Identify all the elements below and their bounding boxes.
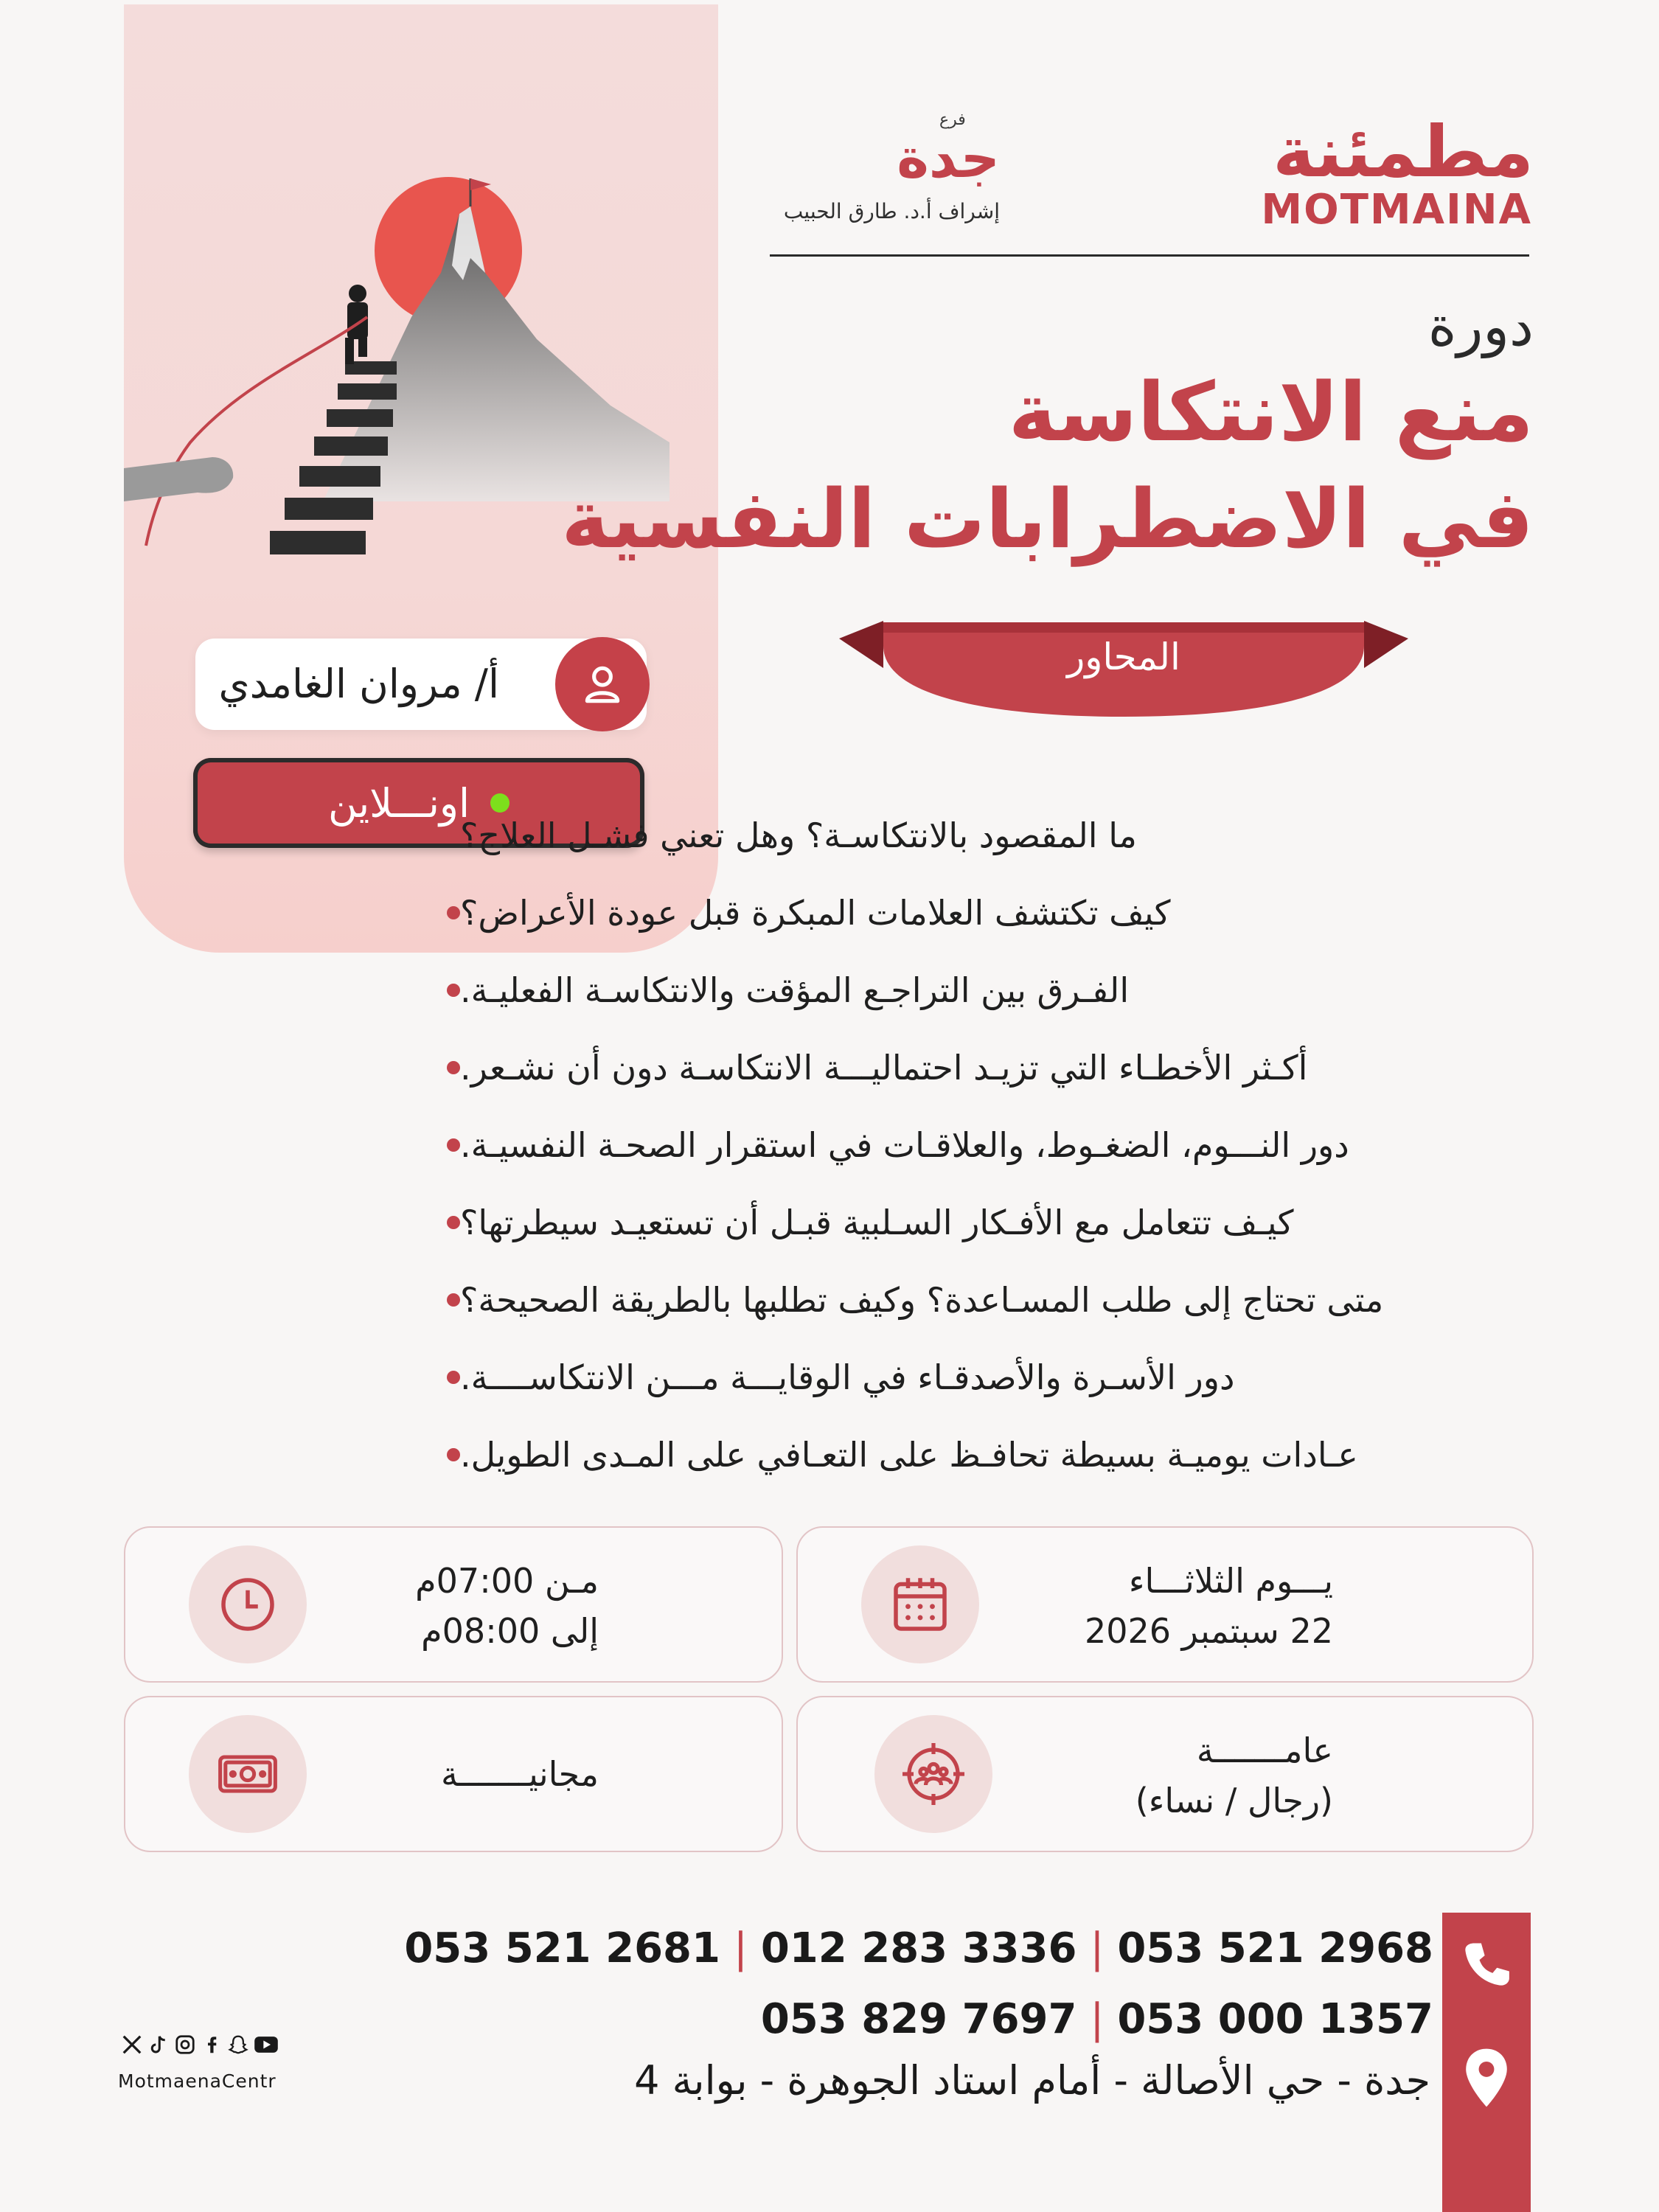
speaker-name: أ/ مروان الغامدي — [218, 661, 499, 707]
axes-heading: المحاور — [1067, 636, 1180, 678]
contact-bar — [1442, 1913, 1531, 2212]
price-label: مجانيـــــــة — [440, 1754, 599, 1794]
list-item: دور الأسـرة والأصدقـاء في الوقايـــة مـــن الانتكاســــة. — [428, 1338, 1534, 1416]
bullet-icon — [447, 984, 460, 997]
user-icon — [555, 637, 650, 731]
location-pin-icon — [1458, 2045, 1514, 2113]
separator: | — [1090, 1995, 1105, 2043]
bullet-icon — [447, 1448, 460, 1461]
bullet-icon — [447, 1138, 460, 1152]
branch-supervisor: إشراف أ.د. طارق الحبيب — [783, 199, 1000, 223]
phone-number[interactable]: 012 283 3336 — [760, 1924, 1077, 1972]
brand-logo-english: MOTMAINA — [1261, 186, 1532, 234]
bullet-icon — [447, 1371, 460, 1384]
money-icon — [189, 1715, 307, 1833]
address: جدة - حي الأصالة - أمام استاد الجوهرة - بوابة 4 — [634, 2057, 1430, 2104]
price-card — [124, 1696, 783, 1852]
header-divider — [770, 254, 1529, 257]
audience-type: عامـــــــة — [1196, 1731, 1333, 1770]
date-card — [796, 1526, 1534, 1683]
audience-target-icon — [874, 1715, 992, 1833]
speaker-box — [195, 639, 647, 730]
time-card — [124, 1526, 783, 1683]
phone-number[interactable]: 053 521 2681 — [404, 1924, 720, 1972]
list-item: متى تحتاج إلى طلب المسـاعدة؟ وكيف تطلبها بالطريقة الصحيحة؟ — [428, 1261, 1534, 1338]
branch-city: جدة — [897, 127, 1000, 190]
brand-logo-arabic: مطمئنة — [1273, 111, 1534, 193]
time-to: إلى 08:00م — [421, 1611, 599, 1651]
phones-row-2 — [761, 1995, 1433, 2043]
bullet-icon — [447, 1293, 460, 1307]
branch-small-label: فرع — [939, 111, 966, 129]
phone-number[interactable]: 053 521 2968 — [1117, 1924, 1433, 1972]
audience-detail: (رجال / نساء) — [1135, 1781, 1333, 1820]
list-item: كيـف تتعامل مع الأفـكار السـلبية قبـل أن تستعيـد سيطرتها؟ — [428, 1183, 1534, 1261]
youtube-icon[interactable] — [254, 2034, 279, 2056]
list-item: أكـثر الأخطـاء التي تزيـد احتماليـــة الانتكاسـة دون أن نشـعر. — [428, 1029, 1534, 1106]
course-title-line2: في الاضطرابات النفسية — [561, 472, 1534, 566]
list-item: ما المقصود بالانتكاسـة؟ وهل تعني فشـل العلاج؟ — [428, 796, 1534, 874]
x-icon[interactable] — [121, 2034, 143, 2056]
audience-card — [796, 1696, 1534, 1852]
event-day: يـــوم الثلاثـــاء — [1128, 1561, 1333, 1601]
phone-number[interactable]: 053 829 7697 — [760, 1995, 1077, 2043]
list-item: دور النـــوم، الضغـوط، والعلاقـات في استقرار الصحـة النفسيـة. — [428, 1106, 1534, 1183]
list-item: الفـرق بين التراجـع المؤقت والانتكاسـة الفعليـة. — [428, 951, 1534, 1029]
list-item: عـادات يوميـة بسيطة تحافـظ على التعـافي على المـدى الطويل. — [428, 1416, 1534, 1493]
time-from: مـن 07:00م — [415, 1561, 599, 1601]
topics-list — [428, 796, 1534, 1493]
instagram-icon[interactable] — [174, 2034, 196, 2056]
separator: | — [733, 1924, 748, 1972]
clock-icon — [189, 1545, 307, 1663]
social-icons — [121, 2034, 279, 2056]
event-date: 22 سبتمبر 2026 — [1084, 1611, 1333, 1651]
tiktok-icon[interactable] — [147, 2034, 170, 2056]
bullet-icon — [447, 829, 460, 842]
mode-label: اونـــلاين — [328, 779, 470, 827]
calendar-icon — [861, 1545, 979, 1663]
bullet-icon — [447, 1216, 460, 1229]
snapchat-icon[interactable] — [227, 2034, 249, 2056]
phones-row-1 — [404, 1924, 1433, 1972]
social-handle[interactable]: MotmaenaCentr — [118, 2070, 276, 2092]
facebook-icon[interactable] — [201, 2034, 223, 2056]
course-title-line1: منع الانتكاسة — [1008, 365, 1534, 459]
phone-number[interactable]: 053 000 1357 — [1117, 1995, 1433, 2043]
course-label: دورة — [1427, 295, 1534, 358]
separator: | — [1090, 1924, 1105, 1972]
phone-icon — [1458, 1936, 1514, 1995]
bullet-icon — [447, 1061, 460, 1074]
list-item: كيف تكتشف العلامات المبكرة قبل عودة الأعراض؟ — [428, 874, 1534, 951]
bullet-icon — [447, 906, 460, 919]
